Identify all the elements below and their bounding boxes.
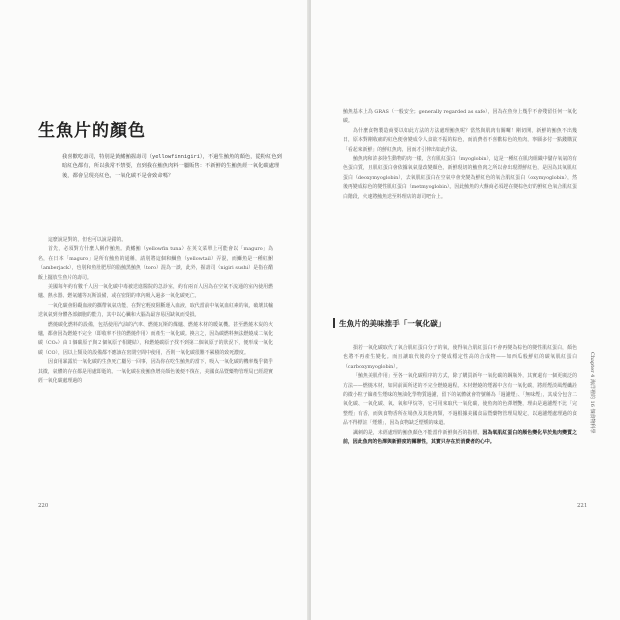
section-title: 生魚片的美味推手「一氧化碳」 bbox=[339, 319, 446, 328]
paragraph: 美國每年約有數千人因一氧化碳中毒被送進醫院的急診室，約有兩百人因為在空氣不流通的室內使用燃爐、熱水器、燃氣爐等瓦斯設備，或在密閉的車內吸入過多一氧化碳死亡。 bbox=[38, 284, 273, 300]
paragraph: 燃燒碳化燃料的設備，包括使用汽油的汽車、燃燒瓦斯的煤爐、燃燒木材的暖氣機。甚至燃燒木炭的火爐，都會因為燃燒不完全（即收率不佳的燃燒作用）而產生一氧化碳。換言之，因為碳燃料無法燃燒成二氧化碳（CO₂）由１個碳原子與２個氧原子相鍵結），和燃燒碳原子找不到第二個氧原子的狀況下，便形成一氧化碳（CO），因以上類及的設備都不應該在密閉空間中使用，否則一氧化碳很難不累積的致死濃度。 bbox=[38, 321, 273, 356]
right-body-text-top bbox=[343, 108, 577, 202]
paragraph: 一氧化碳會阻礙血液的攜帶氧氣功能，在對它輕度阻斷運入血液，取代當前中氧氣血紅素的氧，破壞其輸送氧氣到身體各部細胞的能力，其中以心臟和大腦為最容易因缺氧而受損。 bbox=[38, 302, 273, 319]
paragraph: 這麼說是對的，但也可以說是錯的。 bbox=[48, 237, 127, 243]
left-page bbox=[0, 0, 309, 620]
chapter-title: 生魚片的顏色 bbox=[38, 121, 146, 141]
paragraph: 為什麼食物製造商要以如此方法的方法處理鮪魚呢？當然與肌肉有關囉！剛切開，新鮮的鮪魚不出幾日，原本對剛收痛的紅色便會變成令人食欲不振的棕色，而消費者不喜歡棕色的魚肉，寧願多付一點錢購買「看起來新鮮」的鮮紅魚肉，因而才引伸出如此作法。 bbox=[343, 127, 577, 153]
page-number-right: 221 bbox=[577, 503, 588, 509]
paragraph: 因食用暴露於一氧化碳的生魚死亡屬另一回事，因為你在吃生鮪魚的當下，吸入一氧化碳的機率幾乎微乎其微，氣體的存在都是用處即逝的。一氧化碳在使鮪魚增亮顏色後便不復在，美國食品暨藥物管理局已經證實經一氧化碳處理過的 bbox=[38, 359, 273, 385]
section-marker bbox=[333, 318, 335, 328]
right-page bbox=[311, 0, 620, 620]
bold-conclusion: 因為氧肌紅蛋白的顏色變化早於魚肉變質之前，因此魚肉的色澤與新鮮度的關聯性，其實只存在於消費者的心中。 bbox=[343, 429, 577, 446]
paragraph: 「鮪魚美肌作用」至各一氧化碳程序的方式，除了購買新年一氧化碳的鋼瓶外，其實還有一個更廣泛的方法——燃燒木材，如同前面所述的不完全燃燒過程。木材燃燒的煙霧中含有一氧化碳，將經煙淡風煙纖詮的微小粒子篩產生煙味的無油化學物質過濾，留下的氣體就會符號稱為「過濾煙」、「無味煙」，其成分包含二氧化碳、一氧化碳、氧、氧和甲烷等，它可用來取代一氧化碳，使魚肉的色澤增艷，理由是過濾煙不比「完整煙」有香，而與食物香所在場魚及其他肉類，不過根據美國食品暨藥物管理局規定，以過濾煙處理過的食品不得標註「煙燻」，因為食物缺乏煙燻的味道。 bbox=[343, 373, 577, 427]
left-body-text bbox=[38, 236, 273, 387]
reader-question: 我喜歡吃壽司，特別是黃鰭鮪握壽司（yellowfinnigiri），不過生鮪魚的顏色，從粉紅色到暗紅色都有，所以我常不禁要，直到我在鮪魚肉料一屬販售：不新鮮的生鮪魚經一氧化碳處理後，都會呈現亮紅色，一氧化碳不是會致命嗎？ bbox=[62, 154, 282, 179]
paragraph bbox=[343, 429, 577, 448]
right-body-text-bottom bbox=[343, 344, 577, 447]
chapter-side-tab-label: Chapter 4 海洋裡的 16 個食物科學 bbox=[589, 352, 595, 434]
paragraph: 首先，必須對方什麼人稱作鮪魚。黃鰭鮪（yellowfin tuna）在英文菜單上可能會以「maguro」為名，在日本「maguro」是所有鮪魚的通稱，請別將這個和鰤魚（yellowtail）弄混，而鰤魚是一種紅鮒（amberjack），也別和魚肚肥厚的脂鮪黑鮪魚（toro）混為一談，此外，握壽司（nigiri sushi）是指在醋飯上擺放生魚片的壽司。 bbox=[38, 246, 273, 281]
page-number-left: 220 bbox=[38, 503, 49, 509]
paragraph: 損若一氧化碳取代了氧合肌紅蛋白分子的氧，使得氧合肌紅蛋白不會再變為棕色的變性肌紅蛋白，顏色也將不再產生變化。而且讓取代後的分子變成穩定性高的合成物——如西瓜般鮮紅的碳氧肌紅蛋白（carboxymyoglobin）。 bbox=[343, 345, 577, 370]
paragraph-text: 諷刺的是，未經處理的鮪魚顏色不能當作新鮮與否的指標。 bbox=[353, 429, 483, 436]
paragraph: 鮪魚肉和許多陸生動物的肉一樣，含有肌紅蛋白（myoglobin），這是一種紅在肌肉組織中儲存氧氣的有色蛋白質，且肌紅蛋白會依據氧氣量改變顏色，新鮮現切的鮪魚肉之所以會出現漂鮮紅色，是因為其氧肌紅蛋白（deoxymyoglobin），去氧肌紅蛋白在空氣中會充變為鮮紅色的氧合肌紅蛋白（oxymyoglobin），然後再變成棕色的變性肌紅蛋白（metmyoglobin）。因此鮪魚的大盤商必須趕在變棕色好的鮮紅色氧合肌紅蛋白階段，火速將鮪魚送至料理店的壽司吧台上。 bbox=[343, 156, 577, 200]
chapter-side-tab bbox=[586, 352, 596, 472]
paragraph: 鮪魚基本上為 GRAS（一般安全；generally regarded as safe），因為在魚身上幾乎不會殘留任何一氧化碳。 bbox=[343, 109, 577, 125]
